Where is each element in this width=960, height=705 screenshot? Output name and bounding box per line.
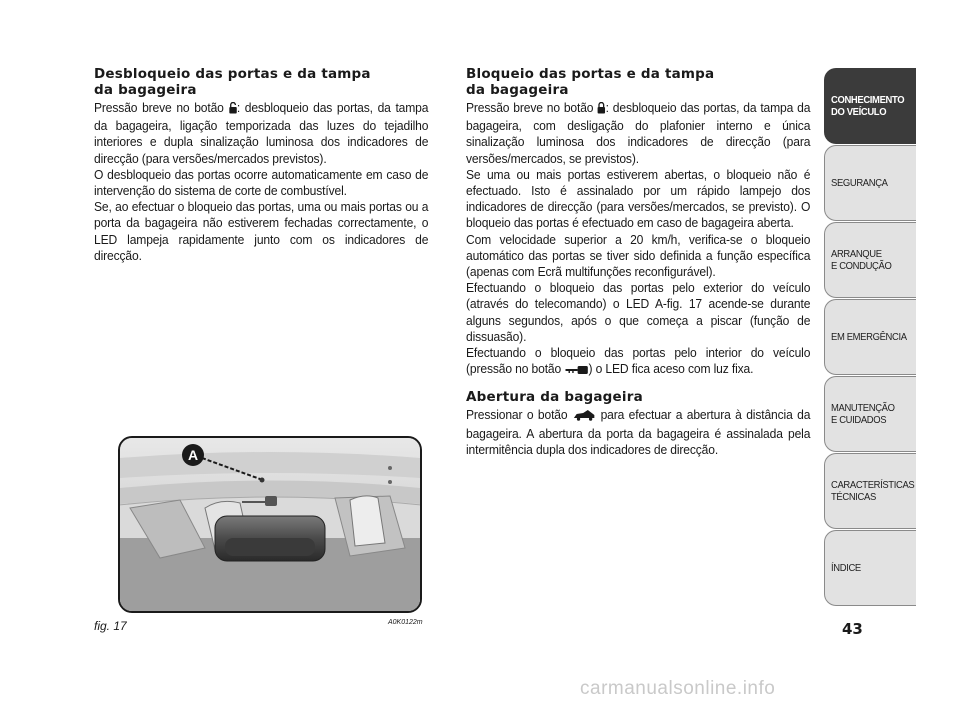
sidebar-item-conhecimento[interactable] xyxy=(824,68,916,144)
paragraph: Se, ao efectuar o bloqueio das portas, uma ou mais portas ou a porta da bagageira não estiverem fechadas correctamente, o LED lampeja rapidamente junto com os indicadores de direcção. xyxy=(94,199,429,263)
text: Efectuando o bloqueio das portas pelo interior do veículo (pressão no botão xyxy=(466,345,811,377)
figure-label-a: A xyxy=(187,447,199,463)
watermark: carmanualsonline.info xyxy=(580,678,776,699)
text: Pressão breve no botão xyxy=(94,100,229,115)
chapter-sidebar xyxy=(824,68,916,607)
sidebar-item-emergencia[interactable] xyxy=(824,299,916,375)
text: para efectuar a abertura à distância da bagageira. A abertura da porta da bagageira é assinalada pela intermitência dupla dos indicadores de direcção. xyxy=(466,407,811,457)
section-heading-unlock: Desbloqueio das portas e da tampa da bagageira xyxy=(94,66,371,98)
key-button-icon xyxy=(564,363,588,379)
text: ) o LED fica aceso com luz fixa. xyxy=(588,361,754,377)
text: : desbloqueio das portas, da tampa da bagageira, com desligação do plafonier interno e única sinalização luminosa dos indicadores de direcção (para versões/mercados, se previstos). xyxy=(466,100,811,166)
left-column xyxy=(94,66,430,264)
figure-caption: fig. 17 xyxy=(94,619,127,633)
sidebar-item-caracteristicas[interactable] xyxy=(824,453,916,529)
paragraph xyxy=(466,407,810,458)
sidebar-item-label: CARACTERÍSTICAS TÉCNICAS xyxy=(831,479,915,503)
figure-code: A0K0122m xyxy=(388,619,423,626)
sidebar-item-label: EM EMERGÊNCIA xyxy=(831,331,907,343)
section-heading-trunk: Abertura da bagageira xyxy=(466,389,643,406)
text: : desbloqueio das portas, da tampa da bagageira, ligação temporizada das luzes do tejadilho interiores e dupla sinalização luminosa dos indicadores de direcção (para versões/mercados previstos). xyxy=(94,100,429,166)
sidebar-item-label: CONHECIMENTO DO VEÍCULO xyxy=(831,94,905,118)
paragraph: Com velocidade superior a 20 km/h, verifica-se o bloqueio automático das portas se tiver sido definida a função específica (apenas com Ecrã multifunções reconfigurável). xyxy=(466,231,811,280)
paragraph xyxy=(94,100,428,167)
padlock-open-icon xyxy=(228,102,236,118)
sidebar-item-indice[interactable] xyxy=(824,530,916,606)
padlock-closed-icon xyxy=(597,102,605,118)
key-ceiling-console-illustration xyxy=(120,438,420,611)
paragraph xyxy=(466,100,810,167)
paragraph: Se uma ou mais portas estiverem abertas, o bloqueio não é efectuado. Isto é assinalado por um rápido lampejo dos indicadores de direcção (para versões/mercados, se previsto). O bloqueio das portas é efectuado em caso de bagageira aberta. xyxy=(466,166,811,231)
sidebar-item-manutencao[interactable] xyxy=(824,376,916,452)
section-heading-lock: Bloqueio das portas e da tampa da bagageira xyxy=(466,66,715,98)
paragraph xyxy=(466,345,810,379)
sidebar-item-label: ÍNDICE xyxy=(831,562,861,574)
sidebar-item-label: MANUTENÇÃO E CUIDADOS xyxy=(831,402,895,426)
text: Pressionar o botão xyxy=(466,407,572,423)
sidebar-item-arranque[interactable] xyxy=(824,222,916,298)
car-trunk-icon xyxy=(572,409,596,425)
sidebar-item-seguranca[interactable] xyxy=(824,145,916,221)
text: Pressão breve no botão xyxy=(466,100,598,115)
paragraph: Efectuando o bloqueio das portas pelo exterior do veículo (através do telecomando) o LED A-fig. 17 acende-se durante alguns segundos, após o que começa a piscar (função de dissuasão). xyxy=(466,280,811,344)
sidebar-item-label: ARRANQUE E CONDUÇÃO xyxy=(831,248,892,272)
figure-17-image xyxy=(118,436,422,613)
right-column xyxy=(466,66,812,458)
page-number: 43 xyxy=(842,620,863,638)
sidebar-item-label: SEGURANÇA xyxy=(831,177,888,189)
paragraph: O desbloqueio das portas ocorre automaticamente em caso de intervenção do sistema de corte de combustível. xyxy=(94,166,429,199)
